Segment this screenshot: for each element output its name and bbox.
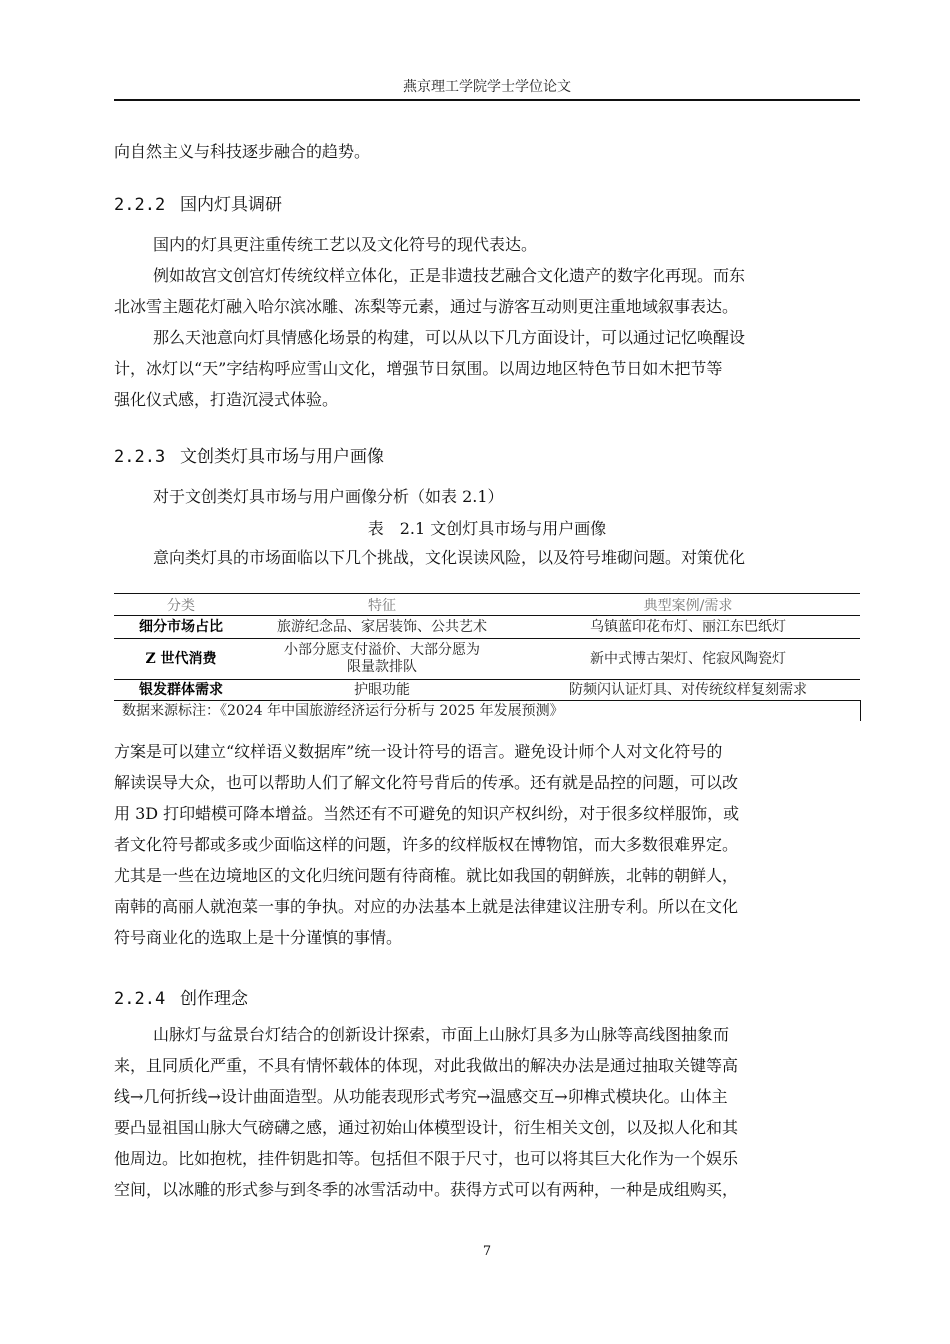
table-caption: 表 2.1 文创灯具市场与用户画像 bbox=[367, 519, 607, 538]
text-line: 南韩的高丽人就泡菜一事的争执。对应的办法基本上就是法律建议注册专利。所以在文化 bbox=[114, 897, 739, 916]
section-title: 国内灯具调研 bbox=[180, 195, 282, 215]
text-line: 来，且同质化严重，不具有情怀载体的体现，对此我做出的解决办法是通过抽取关键等高 bbox=[114, 1056, 739, 1075]
table-cell: 银发群体需求 bbox=[114, 680, 248, 701]
section-number: 2.2.2 bbox=[114, 195, 166, 215]
paragraph bbox=[114, 481, 860, 512]
text-line: 对于文创类灯具市场与用户画像分析（如表 2.1） bbox=[153, 487, 504, 506]
paragraph bbox=[114, 542, 860, 573]
table-cell: 细分市场占比 bbox=[114, 616, 248, 639]
table-cell: 小部分愿支付溢价、大部分愿为限量款排队 bbox=[248, 639, 516, 680]
paragraph bbox=[114, 736, 860, 953]
text-line: 意向类灯具的市场面临以下几个挑战，文化误读风险，以及符号堆砌问题。对策优化 bbox=[153, 548, 746, 567]
page-number: 7 bbox=[482, 1244, 492, 1259]
table-header-row bbox=[114, 594, 860, 616]
text-line: 北冰雪主题花灯融入哈尔滨冰雕、冻梨等元素，通过与游客互动则更注重地域叙事表达。 bbox=[114, 297, 739, 316]
table-cell: 乌镇蓝印花布灯、丽江东巴纸灯 bbox=[516, 616, 860, 639]
text-line: 方案是可以建立“纹样语义数据库”统一设计符号的语言。避免设计师个人对文化符号的 bbox=[114, 742, 723, 761]
market-table bbox=[114, 593, 861, 721]
column-header: 分类 bbox=[114, 594, 248, 616]
table-row bbox=[114, 616, 860, 639]
table-cell: 新中式博古架灯、侘寂风陶瓷灯 bbox=[516, 639, 860, 680]
paragraph bbox=[114, 260, 860, 322]
text-line: 符号商业化的选取上是十分谨慎的事情。 bbox=[114, 928, 403, 947]
text-line: 要凸显祖国山脉大气磅礴之感，通过初始山体模型设计，衍生相关文创，以及拟人化和其 bbox=[114, 1118, 739, 1137]
table-row bbox=[114, 680, 860, 701]
table-note-row bbox=[114, 701, 860, 722]
paragraph bbox=[114, 229, 860, 260]
text-line: 他周边。比如抱枕，挂件钥匙扣等。包括但不限于尺寸，也可以将其巨大化作为一个娱乐 bbox=[114, 1149, 739, 1168]
table-cell: 护眼功能 bbox=[248, 680, 516, 701]
table-cell: 旅游纪念品、家居装饰、公共艺术 bbox=[248, 616, 516, 639]
text-line: 山脉灯与盆景台灯结合的创新设计探索，市面上山脉灯具多为山脉等高线图抽象而 bbox=[153, 1025, 730, 1044]
text-line: 线→几何折线→设计曲面造型。从功能表现形式考究→温感交互→卯榫式模块化。山体主 bbox=[114, 1087, 728, 1106]
section-heading-2-2-2 bbox=[114, 190, 282, 215]
text-line: 向自然主义与科技逐步融合的趋势。 bbox=[114, 142, 371, 161]
text-line: 解读误导大众，也可以帮助人们了解文化符号背后的传承。还有就是品控的问题，可以改 bbox=[114, 773, 739, 792]
table-row bbox=[114, 639, 860, 680]
text-line: 空间，以冰雕的形式参与到冬季的冰雪活动中。获得方式可以有两种，一种是成组购买， bbox=[114, 1180, 739, 1199]
text-line: 用 3D 打印蜡模可降本增益。当然还有不可避免的知识产权纠纷，对于很多纹样服饰，或 bbox=[114, 804, 740, 823]
column-header: 特征 bbox=[248, 594, 516, 616]
text-line: 那么天池意向灯具情感化场景的构建，可以从以下几方面设计，可以通过记忆唤醒设 bbox=[153, 328, 746, 347]
text-line: 国内的灯具更注重传统工艺以及文化符号的现代表达。 bbox=[153, 235, 538, 254]
table-cell: 防频闪认证灯具、对传统纹样复刻需求 bbox=[516, 680, 860, 701]
section-number: 2.2.4 bbox=[114, 989, 166, 1009]
section-title: 文创类灯具市场与用户画像 bbox=[180, 447, 384, 467]
text-line: 者文化符号都或多或少面临这样的问题，许多的纹样版权在博物馆，而大多数很难界定。 bbox=[114, 835, 739, 854]
table-cell: Z 世代消费 bbox=[114, 639, 248, 680]
column-header: 典型案例/需求 bbox=[516, 594, 860, 616]
table-source-note: 数据来源标注：《2024 年中国旅游经济运行分析与 2025 年发展预测》 bbox=[114, 701, 860, 722]
section-number: 2.2.3 bbox=[114, 447, 166, 467]
paragraph bbox=[114, 322, 860, 415]
text-line: 例如故宫文创宫灯传统纹样立体化，正是非遗技艺融合文化遗产的数字化再现。而东 bbox=[153, 266, 746, 285]
paragraph bbox=[114, 1019, 860, 1205]
intro-paragraph bbox=[114, 136, 860, 167]
section-heading-2-2-3 bbox=[114, 442, 384, 467]
header-rule bbox=[114, 99, 860, 101]
text-line: 强化仪式感，打造沉浸式体验。 bbox=[114, 390, 339, 409]
section-heading-2-2-4 bbox=[114, 984, 248, 1009]
running-header: 燕京理工学院学士学位论文 bbox=[403, 79, 571, 95]
section-title: 创作理念 bbox=[180, 989, 248, 1009]
text-line: 计，冰灯以“天”字结构呼应雪山文化，增强节日氛围。以周边地区特色节日如木把节等 bbox=[114, 359, 723, 378]
text-line: 尤其是一些在边境地区的文化归统问题有待商榷。就比如我国的朝鲜族，北韩的朝鲜人， bbox=[114, 866, 739, 885]
